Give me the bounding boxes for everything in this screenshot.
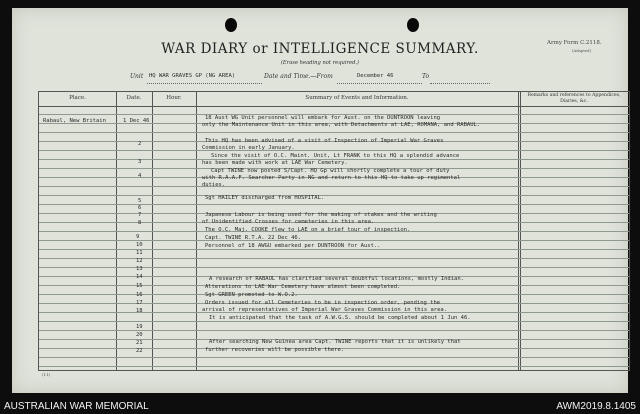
caption-institution: AUSTRALIAN WAR MEMORIAL — [4, 401, 149, 412]
summary-line: duties. — [202, 182, 226, 188]
summary-line: of Unidentified Crosses for cemeteries in this area. — [202, 219, 375, 225]
ruled-line — [39, 330, 629, 331]
army-form-adapted: (Adapted) — [572, 48, 592, 53]
date-entry: 20 — [136, 332, 143, 338]
to-label: To — [422, 73, 430, 80]
col-header-summary: Summary of Events and Information. — [305, 95, 409, 101]
date-entry: 4 — [138, 173, 142, 179]
date-entry: 3 — [138, 159, 142, 165]
date-entry: 16 — [136, 292, 143, 298]
summary-line: has been made with work at LAE War Cemetery. — [202, 160, 348, 166]
ruled-line — [39, 258, 629, 259]
ruled-line — [39, 150, 629, 151]
summary-line: Capt. TWINE R.T.A. 22 Dec 46. — [205, 235, 302, 241]
form-footer-code: (11) — [42, 372, 51, 377]
col-header-place: Place. — [69, 95, 86, 101]
summary-line: Sgt GREEN promoted to W.O.2. — [205, 292, 298, 298]
date-entry: 1 Dec 46 — [123, 118, 150, 124]
punch-hole-right — [407, 18, 419, 32]
summary-line: It is anticipated that the task of A.W.G.S. should be completed about 1 Jun 46. — [209, 315, 471, 321]
summary-line: This HQ has been advised of a visit of Inspection of Imperial War Graves — [205, 138, 444, 144]
ruled-line — [39, 204, 629, 205]
to-underline — [430, 83, 490, 84]
punch-hole-left — [225, 18, 237, 32]
date-time-label: Date and Time.—From — [264, 73, 333, 80]
summary-line: Commission in early January. — [202, 145, 295, 151]
summary-line: only the Maintenance Unit in this area, with Detachments at LAE, ROMANA, and RABAUL. — [202, 122, 481, 128]
summary-line: arrival of representatives of Imperial War Graves Commission in this area. — [202, 307, 448, 313]
ruled-line — [39, 366, 629, 367]
summary-line: After searching New Guinea area Capt. TWINE reports that it is unlikely that — [209, 339, 461, 345]
col-header-hour: Hour. — [166, 95, 182, 101]
diary-page — [12, 8, 628, 393]
date-entry: 10 — [136, 242, 143, 248]
caption-accession: AWM2019.8.1405 — [556, 401, 636, 412]
summary-line: Since the visit of O.C. Maint. Unit, Lt FRANK to this HQ a splendid advance — [211, 153, 460, 159]
date-entry: 22 — [136, 348, 143, 354]
unit-underline — [147, 83, 262, 84]
place-entry: Rabaul, New Britain — [43, 118, 106, 124]
date-entry: 6 — [138, 205, 142, 211]
summary-line: 18 Aust WG Unit personnel will embark for Aust. on the DUNTROON leaving — [205, 115, 441, 121]
date-value: December 46 — [357, 73, 394, 79]
date-entry: 15 — [136, 283, 143, 289]
date-entry: 11 — [136, 250, 143, 256]
date-entry: 18 — [136, 308, 143, 314]
date-entry: 5 — [138, 198, 142, 204]
date-entry: 7 — [138, 212, 142, 218]
date-entry: 8 — [138, 220, 142, 226]
ruled-line — [39, 294, 629, 295]
date-underline — [337, 83, 422, 84]
date-entry: 19 — [136, 324, 143, 330]
date-entry: 9 — [136, 234, 140, 240]
ruled-line — [39, 321, 629, 322]
summary-line: with R.A.A.F. Searcher Party in NG and return to this HQ to take up regimental — [202, 175, 461, 181]
summary-line: Capt TWINE now posted S/Capt. HQ Gp will shortly complete a tour of duty — [211, 168, 450, 174]
ruled-line — [39, 240, 629, 241]
diary-table — [38, 91, 630, 371]
col-header-date: Date. — [126, 95, 142, 101]
date-entry: 21 — [136, 340, 143, 346]
unit-value: HQ WAR GRAVES GP (NG AREA) — [149, 73, 236, 79]
ruled-line — [39, 132, 629, 133]
summary-line: The O.C. Maj. COOKE flew to LAE on a brief tour of inspection. — [205, 227, 411, 233]
summary-line: A research of RABAUL has clarified several doubtful locations, mostly Indian. — [209, 276, 464, 282]
ruled-line — [39, 357, 629, 358]
date-entry: 2 — [138, 141, 142, 147]
summary-line: Alterations to LAE War Cemetery have almost been completed. — [205, 284, 401, 290]
date-entry: 12 — [136, 258, 143, 264]
form-title: WAR DIARY or INTELLIGENCE SUMMARY. — [161, 41, 479, 57]
date-entry: 17 — [136, 300, 143, 306]
date-entry: 13 — [136, 266, 143, 272]
summary-line: further recoveries will be possible there. — [205, 347, 345, 353]
summary-line: Personnel of 18 AWGU embarked per DUNTROON for Aust.. — [205, 243, 381, 249]
ruled-line — [39, 186, 629, 187]
summary-line: Japanese Labour is being used for the making of stakes and the writing — [205, 212, 437, 218]
army-form-number: Army Form C.2118. — [547, 40, 602, 46]
col-header-remarks: Remarks and references to Appendices, Diaries, &c. — [527, 93, 621, 104]
summary-line: Sgt HAILEY discharged from HOSPITAL. — [205, 195, 325, 201]
unit-label: Unit — [130, 73, 144, 80]
ruled-line — [39, 195, 629, 196]
ruled-line — [39, 267, 629, 268]
date-entry: 14 — [136, 274, 143, 280]
form-subtitle: (Erase heading not required.) — [280, 60, 360, 66]
ruled-line — [39, 249, 629, 250]
summary-line: Orders issued for all Cemeteries to be in inspection order, pending the — [205, 300, 441, 306]
